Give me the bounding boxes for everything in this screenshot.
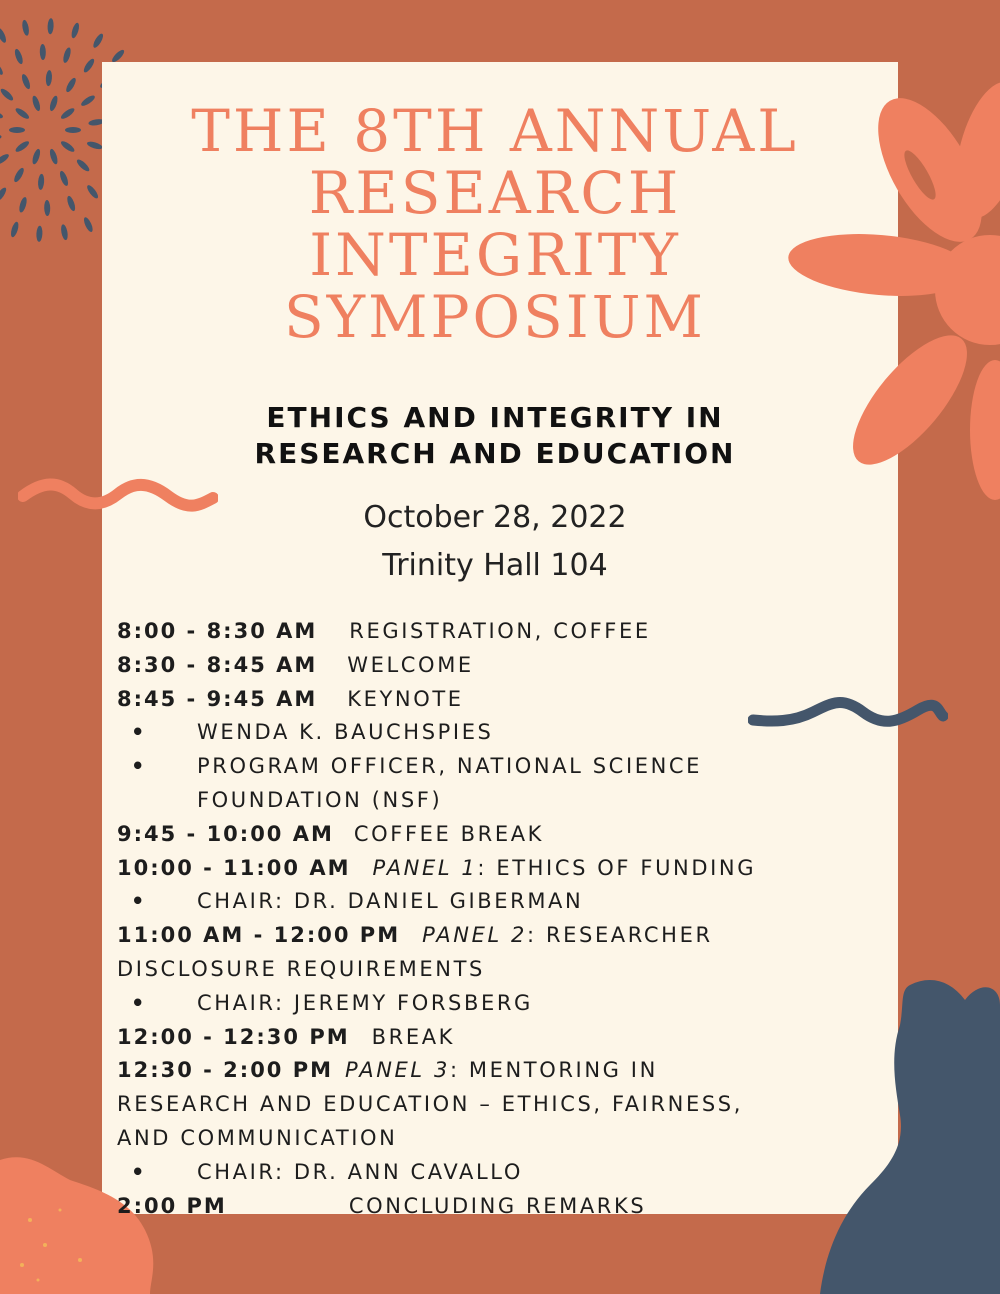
blob-navy-decoration bbox=[820, 975, 1000, 1294]
time-slot: 11:00 AM - 12:00 PM bbox=[117, 923, 401, 948]
burst-dash bbox=[31, 95, 42, 112]
event-name: : RESEARCHER bbox=[527, 923, 713, 948]
title-line-4: SYMPOSIUM bbox=[284, 283, 706, 351]
burst-dash bbox=[66, 195, 77, 212]
speaker-name: WENDA K. BAUCHSPIES bbox=[197, 720, 494, 745]
speaker-title: PROGRAM OFFICER, NATIONAL SCIENCE bbox=[197, 754, 703, 779]
burst-dash bbox=[48, 148, 59, 165]
burst-dash bbox=[44, 200, 50, 216]
event-name-continued: AND COMMUNICATION bbox=[117, 1125, 398, 1150]
event-name: CONCLUDING REMARKS bbox=[348, 1193, 647, 1218]
panel-label: PANEL 2 bbox=[422, 923, 527, 948]
burst-dash bbox=[9, 221, 19, 238]
burst-dash bbox=[13, 48, 24, 65]
burst-dash bbox=[0, 87, 15, 102]
burst-dash bbox=[64, 77, 77, 94]
list-item bbox=[117, 987, 847, 1021]
schedule-row bbox=[117, 1021, 847, 1055]
burst-dash bbox=[40, 44, 46, 60]
schedule-row bbox=[117, 649, 847, 683]
schedule-row bbox=[117, 1190, 847, 1224]
title-line-2: RESEARCH bbox=[308, 159, 682, 227]
schedule-row bbox=[117, 919, 847, 953]
burst-dash bbox=[70, 22, 80, 39]
time-slot: 8:00 - 8:30 AM bbox=[117, 619, 318, 643]
list-item bbox=[117, 1156, 847, 1190]
time-slot: 9:45 - 10:00 AM bbox=[117, 821, 334, 846]
burst-dash bbox=[21, 19, 30, 36]
speaker-title-continued: FOUNDATION (NSF) bbox=[197, 787, 443, 812]
bullet-icon: • bbox=[131, 889, 148, 914]
panel-chair: CHAIR: DR. ANN CAVALLO bbox=[197, 1159, 523, 1184]
time-slot: 2:00 PM bbox=[117, 1193, 227, 1218]
burst-dash bbox=[0, 186, 8, 203]
burst-dash bbox=[14, 139, 30, 153]
title-line-1: THE 8TH ANNUAL bbox=[191, 97, 799, 165]
event-name: WELCOME bbox=[347, 652, 474, 677]
event-name: : MENTORING IN bbox=[449, 1058, 658, 1083]
schedule-row bbox=[117, 615, 847, 649]
burst-dash bbox=[0, 27, 8, 44]
burst-dash bbox=[80, 94, 97, 108]
burst-dash bbox=[12, 167, 25, 184]
schedule-row bbox=[117, 818, 847, 852]
burst-dash bbox=[59, 106, 75, 120]
event-name: KEYNOTE bbox=[347, 686, 464, 711]
time-slot: 8:30 - 8:45 AM bbox=[117, 652, 318, 677]
time-slot: 8:45 - 9:45 AM bbox=[117, 686, 318, 711]
panel-chair: CHAIR: JEREMY FORSBERG bbox=[197, 990, 533, 1015]
burst-dash bbox=[82, 216, 94, 233]
event-title bbox=[150, 97, 840, 351]
time-slot: 12:00 - 12:30 PM bbox=[117, 1024, 350, 1049]
time-slot: 12:30 - 2:00 PM bbox=[117, 1058, 334, 1083]
theme-line-1: ETHICS AND INTEGRITY IN bbox=[266, 401, 724, 434]
burst-dash bbox=[38, 174, 45, 190]
burst-dash bbox=[36, 226, 43, 242]
burst-dash bbox=[18, 196, 28, 213]
schedule-row bbox=[117, 1054, 847, 1088]
burst-dash bbox=[59, 139, 75, 153]
burst-dash bbox=[45, 70, 52, 86]
burst-dash bbox=[0, 60, 5, 76]
burst-dash bbox=[0, 134, 2, 142]
event-date: October 28, 2022 bbox=[363, 500, 627, 535]
time-slot: 10:00 - 11:00 AM bbox=[117, 855, 351, 880]
burst-dash bbox=[58, 170, 69, 187]
burst-dash bbox=[9, 127, 25, 133]
title-line-3: INTEGRITY bbox=[309, 221, 681, 289]
bullet-icon: • bbox=[131, 990, 148, 1015]
schedule-row bbox=[117, 683, 847, 717]
burst-dash bbox=[85, 184, 100, 200]
burst-dash bbox=[31, 148, 42, 165]
event-name-continued: DISCLOSURE REQUIREMENTS bbox=[117, 956, 485, 981]
burst-dash bbox=[48, 95, 59, 112]
theme-line-2: RESEARCH AND EDUCATION bbox=[254, 437, 736, 470]
event-name: : ETHICS OF FUNDING bbox=[477, 855, 757, 880]
list-item bbox=[117, 750, 847, 784]
burst-dash bbox=[62, 47, 72, 64]
schedule-row bbox=[117, 852, 847, 886]
list-item bbox=[117, 885, 847, 919]
burst-dash bbox=[75, 158, 91, 173]
panel-label: PANEL 1 bbox=[372, 855, 478, 880]
burst-dash bbox=[20, 73, 31, 90]
event-name: COFFEE BREAK bbox=[353, 821, 545, 846]
event-name-continued: RESEARCH AND EDUCATION – ETHICS, FAIRNESS, bbox=[117, 1092, 743, 1117]
burst-dash bbox=[65, 127, 81, 133]
bullet-icon: • bbox=[131, 1159, 148, 1184]
burst-dash bbox=[82, 57, 96, 74]
event-theme bbox=[150, 400, 840, 472]
burst-dash bbox=[47, 18, 54, 34]
burst-dash bbox=[60, 224, 69, 241]
burst-dash bbox=[0, 109, 4, 119]
panel-chair: CHAIR: DR. DANIEL GIBERMAN bbox=[197, 889, 584, 914]
event-name: REGISTRATION, COFFEE bbox=[349, 619, 651, 643]
panel-label: PANEL 3 bbox=[345, 1058, 450, 1083]
bullet-icon: • bbox=[131, 720, 148, 745]
event-name: BREAK bbox=[371, 1024, 456, 1049]
burst-dash bbox=[92, 32, 105, 49]
burst-dash bbox=[86, 140, 103, 150]
schedule-list bbox=[117, 615, 847, 1223]
burst-dash bbox=[0, 152, 10, 166]
list-item bbox=[117, 716, 847, 750]
event-location: Trinity Hall 104 bbox=[382, 548, 608, 583]
bullet-icon: • bbox=[131, 754, 148, 779]
burst-dash bbox=[14, 106, 30, 120]
